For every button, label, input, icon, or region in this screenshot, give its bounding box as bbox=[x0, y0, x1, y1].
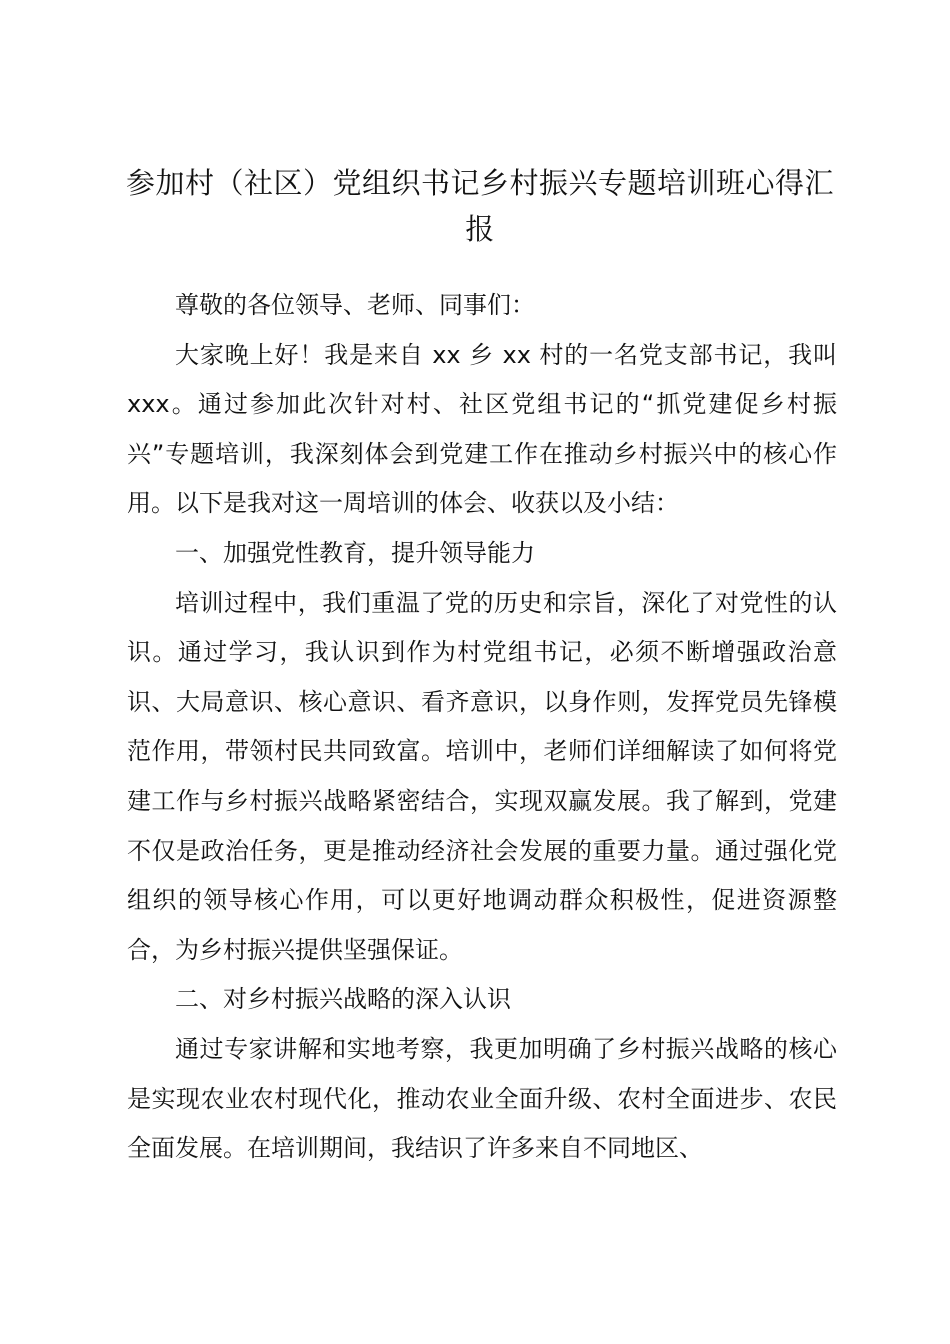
document-body bbox=[127, 281, 837, 1174]
section-paragraph-2: 通过专家讲解和实地考察，我更加明确了乡村振兴战略的核心是实现农业农村现代化，推动农业全面升级、农村全面进步、农民全面发展。在培训期间，我结识了许多来自不同地区、 bbox=[127, 1034, 837, 1163]
section-paragraph-1: 培训过程中，我们重温了党的历史和宗旨，深化了对党性的认识。通过学习，我认识到作为村党组书记，必须不断增强政治意识、大局意识、核心意识、看齐意识，以身作则，发挥党员先锋模范作用，带领村民共同致富。培训中，老师们详细解读了如何将党建工作与乡村振兴战略紧密结合，实现双赢发展。我了解到，党建不仅是政治任务，更是推动经济社会发展的重要力量。通过强化党组织的领导核心作用，可以更好地调动群众积极性，促进资源整合，为乡村振兴提供坚强保证。 bbox=[127, 588, 837, 964]
salutation-paragraph: 尊敬的各位领导、老师、同事们： bbox=[175, 291, 535, 319]
intro-paragraph: 大家晚上好！我是来自 xx 乡 xx 村的一名党支部书记，我叫 xxx。通过参加此次针对村、社区党组书记的“抓党建促乡村振兴”专题培训，我深刻体会到党建工作在推动乡村振兴中的核心作用。以下是我对这一周培训的体会、收获以及小结： bbox=[127, 340, 837, 518]
section-heading-1: 一、加强党性教育，提升领导能力 bbox=[175, 538, 535, 567]
document-title: 参加村（社区）党组织书记乡村振兴专题培训班心得汇报 bbox=[125, 166, 834, 246]
section-heading-2: 二、对乡村振兴战略的深入认识 bbox=[175, 985, 511, 1014]
